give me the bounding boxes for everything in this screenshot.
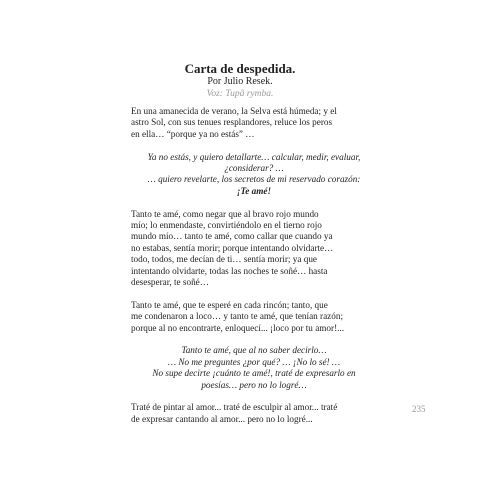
text-line: Traté de pintar al amor... traté de esculpir al amor... traté <box>131 402 338 413</box>
text-line: desesperar, te soñé… <box>131 277 209 288</box>
text-line: mundo mío… tanto te amé, como callar que cuando ya <box>131 231 333 242</box>
poem-header <box>0 62 480 100</box>
page-number: 235 <box>412 404 426 414</box>
text-line: Tanto te amé, como negar que al bravo rojo mundo <box>131 208 319 219</box>
paragraph <box>131 106 377 140</box>
text-line-emphasis: ¡Te amé! <box>236 185 272 196</box>
poem-title: Carta de despedida. <box>184 61 296 76</box>
stanza <box>131 152 377 198</box>
poem-body <box>131 106 377 437</box>
text-line: no estabas, sentía morir; porque intentando olvidarte… <box>131 242 334 253</box>
text-line: … quiero revelarte, los secretos de mi reservado corazón: <box>147 174 361 185</box>
text-line: porque al no encontrarte, enloquecí... ¡loco por tu amor!... <box>131 322 345 333</box>
paragraph <box>131 402 377 425</box>
text-line: intentando olvidarte, todas las noches te soñé… hasta <box>131 265 328 276</box>
text-line: todo, todos, me decían de ti… sentía morir; ya que <box>131 254 318 265</box>
text-line: en ella… “porque ya no estás” … <box>131 128 255 139</box>
text-line: de expresar cantando al amor... pero no lo logré... <box>131 413 313 424</box>
text-line: Ya no estás, y quiero detallarte… calcular, medir, evaluar, <box>147 151 361 162</box>
poem-author: Por Julio Resek. <box>207 76 273 87</box>
text-line: astro Sol, con sus tenues resplandores, reluce los peros <box>131 117 333 128</box>
text-line: Tanto te amé, que al no saber decirlo… <box>181 345 327 356</box>
stanza <box>131 345 377 391</box>
text-line: me condenaron a loco… y tanto te amé, que tenían razón; <box>131 311 343 322</box>
text-line: … No me preguntes ¿por qué? … ¡No lo sé! … <box>167 356 341 367</box>
text-line: En una amanecida de verano, la Selva está húmeda; y el <box>131 106 337 116</box>
text-line: poesías… pero no lo logré… <box>201 379 307 390</box>
paragraph <box>131 209 377 289</box>
poem-voice: Voz: Tupã rymba. <box>206 89 274 99</box>
text-line: Tanto te amé, que te esperé en cada rincón; tanto, que <box>131 299 328 310</box>
text-line: ¿considerar? … <box>224 163 284 174</box>
paragraph <box>131 300 377 334</box>
text-line: mío; lo enmendaste, convirtiéndolo en el tierno rojo <box>131 220 322 231</box>
text-line: No supe decirte ¡cuánto te amé!, traté de expresarlo en <box>152 368 356 379</box>
